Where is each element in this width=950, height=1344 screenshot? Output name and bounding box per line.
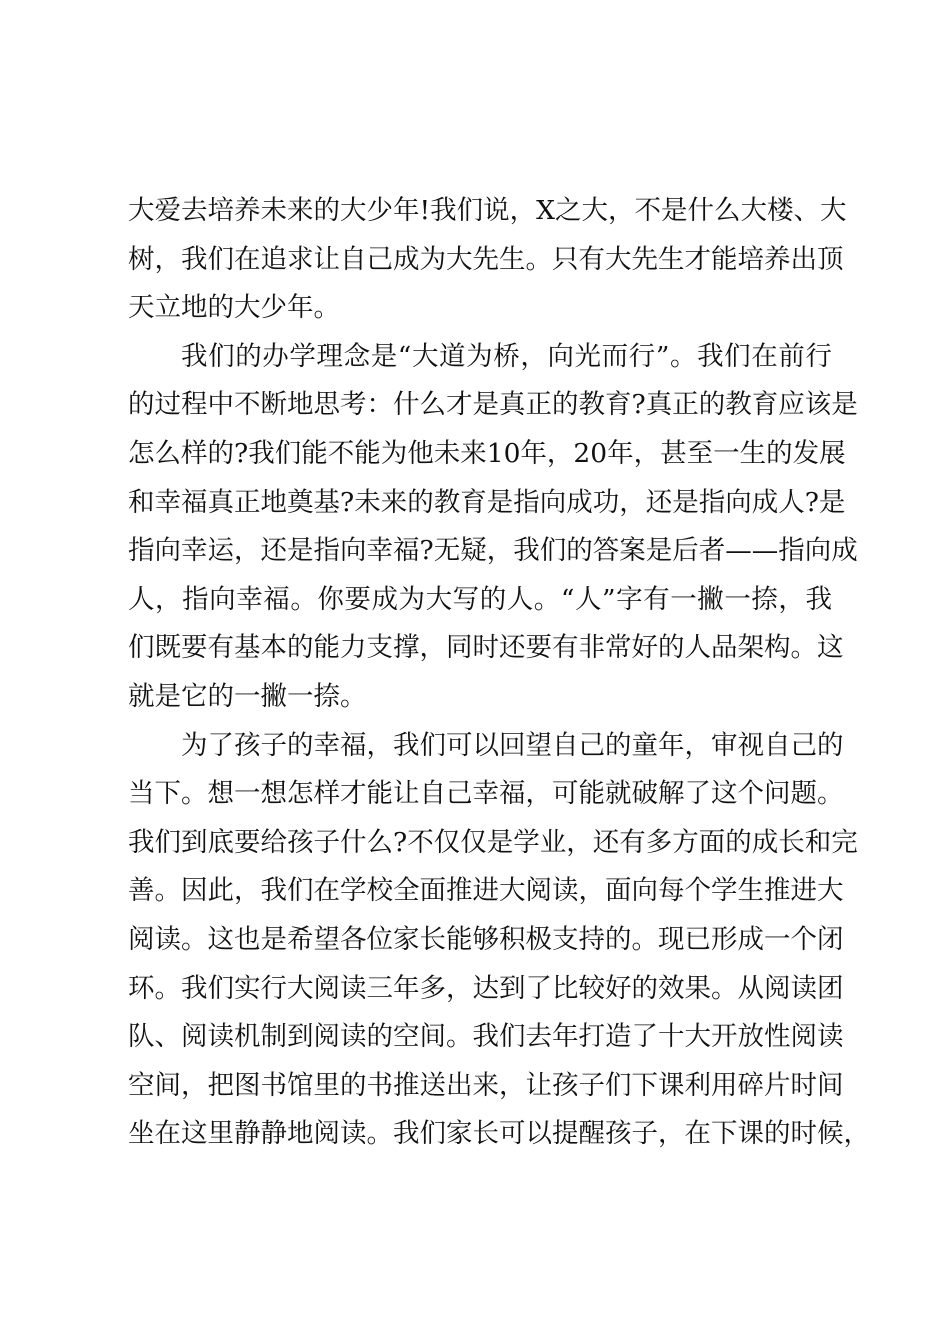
text-line: 的过程中不断地思考：什么才是真正的教育?真正的教育应该是 <box>128 389 858 421</box>
text-line: 和幸福真正地奠基?未来的教育是指向成功，还是指向成人?是 <box>128 486 846 518</box>
text-line: 阅读。这也是希望各位家长能够积极支持的。现已形成一个闭 <box>128 923 844 955</box>
text-line: 我们的办学理念是“大道为桥，向光而行”。我们在前行 <box>181 340 832 372</box>
text-line: 空间，把图书馆里的书推送出来，让孩子们下课利用碎片时间 <box>128 1069 844 1101</box>
text-line: 我们到底要给孩子什么?不仅仅是学业，还有多方面的成长和完 <box>128 826 858 858</box>
text-line: 怎么样的?我们能不能为他未来10年，20年，甚至一生的发展 <box>128 437 846 469</box>
text-line: 树，我们在追求让自己成为大先生。只有大先生才能培养出顶 <box>128 243 844 275</box>
text-line: 队、阅读机制到阅读的空间。我们去年打造了十大开放性阅读 <box>128 1021 844 1053</box>
paragraph-1 <box>128 187 847 333</box>
document-page <box>128 187 870 1159</box>
text-line: 为了孩子的幸福，我们可以回望自己的童年，审视自己的 <box>181 729 844 761</box>
text-line: 大爱去培养未来的大少年!我们说，X之大，不是什么大楼、大 <box>128 195 847 226</box>
text-line: 环。我们实行大阅读三年多，达到了比较好的效果。从阅读团 <box>128 972 844 1004</box>
text-line: 当下。想一想怎样才能让自己幸福，可能就破解了这个问题。 <box>128 778 844 810</box>
text-line: 天立地的大少年。 <box>128 292 340 324</box>
text-line: 就是它的一撇一捺。 <box>128 680 367 712</box>
text-line: 们既要有基本的能力支撑，同时还要有非常好的人品架构。这 <box>128 632 844 664</box>
text-line: 人，指向幸福。你要成为大写的人。“人”字有一撇一捺，我 <box>128 583 832 615</box>
paragraph-2 <box>128 333 858 722</box>
paragraph-3 <box>128 722 870 1159</box>
text-line: 坐在这里静静地阅读。我们家长可以提醒孩子，在下课的时候， <box>128 1118 870 1150</box>
text-line: 善。因此，我们在学校全面推进大阅读，面向每个学生推进大 <box>128 875 844 907</box>
text-line: 指向幸运，还是指向幸福?无疑，我们的答案是后者——指向成 <box>128 535 858 567</box>
